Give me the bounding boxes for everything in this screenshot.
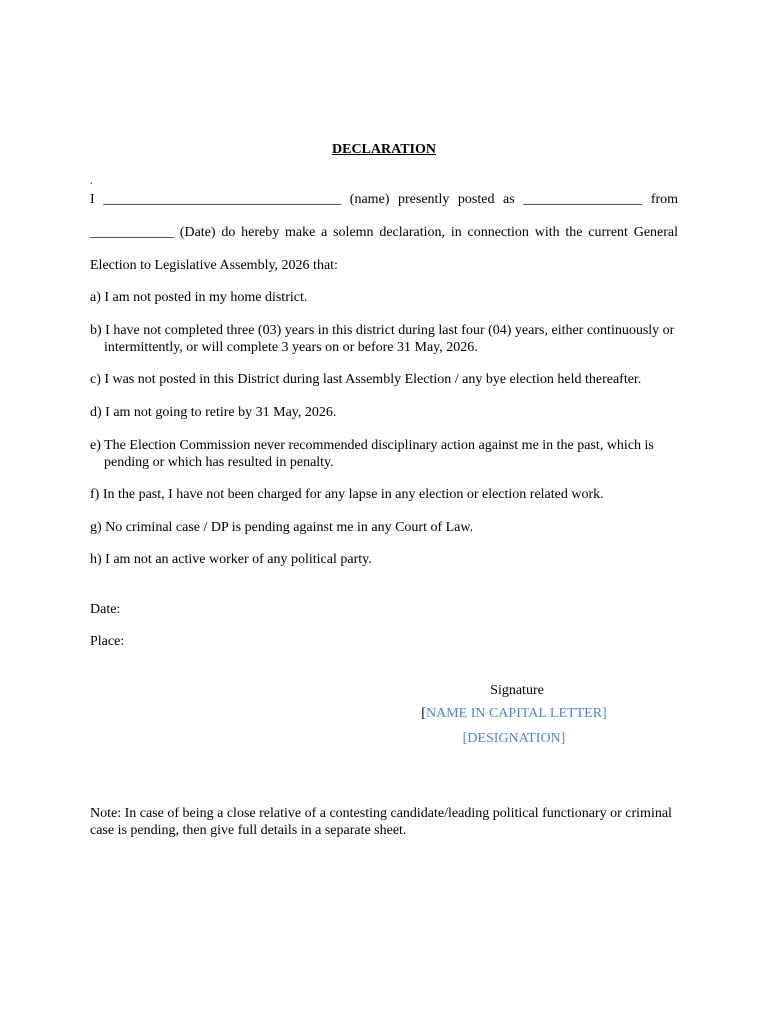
name-placeholder-text: NAME IN CAPITAL LETTER]: [425, 706, 607, 721]
declaration-item-e: [90, 437, 680, 471]
name-blank: __________________________________: [103, 192, 342, 207]
intro-line-2: [90, 224, 678, 241]
item-text: b) I have not completed three (03) years in this district during last four (04) years, either continuously or: [90, 323, 675, 338]
item-text: e) The Election Commission never recommended disciplinary action against me in the past, which is: [90, 438, 654, 453]
intro-line-1: [90, 191, 678, 208]
stray-mark: .: [90, 176, 93, 187]
intro-line-3: Election to Legislative Assembly, 2026 that:: [90, 258, 338, 273]
item-text: f) In the past, I have not been charged for any lapse in any election or election related work.: [90, 487, 604, 502]
intro-word-from: from: [650, 192, 679, 207]
note-line-2: case is pending, then give full details in a separate sheet.: [90, 823, 407, 838]
name-open-bracket: [: [421, 706, 426, 721]
place-label: Place:: [90, 634, 125, 649]
item-continuation: pending or which has resulted in penalty.: [104, 455, 334, 470]
declaration-item-a: [90, 289, 680, 306]
declaration-item-g: [90, 519, 680, 536]
item-text: d) I am not going to retire by 31 May, 2026.: [90, 405, 337, 420]
declaration-item-d: [90, 404, 680, 421]
intro-word-as: as: [503, 192, 515, 207]
designation-placeholder: [DESIGNATION]: [462, 731, 566, 746]
post-blank: _________________: [523, 192, 643, 207]
name-placeholder: [399, 706, 629, 722]
item-text: g) No criminal case / DP is pending against me in any Court of Law.: [90, 520, 474, 535]
name-label: (name): [349, 192, 390, 207]
item-text: a) I am not posted in my home district.: [90, 290, 308, 305]
intro-line-2-text: (Date) do hereby make a solemn declaration, in connection with the current General: [179, 225, 679, 240]
date-label: Date:: [90, 602, 121, 617]
declaration-item-c: [90, 371, 680, 388]
signature-label: Signature: [490, 683, 544, 698]
item-text: c) I was not posted in this District during last Assembly Election / any bye election held thereafter.: [90, 372, 642, 387]
declaration-item-h: [90, 551, 680, 568]
date-blank: ____________: [90, 225, 174, 240]
page-title: DECLARATION: [332, 142, 436, 157]
intro-word-presently: presently: [398, 192, 450, 207]
declaration-item-f: [90, 486, 680, 503]
note: [90, 805, 680, 839]
declaration-item-b: [90, 322, 680, 356]
intro-word-posted: posted: [457, 192, 495, 207]
item-text: h) I am not an active worker of any political party.: [90, 552, 372, 567]
item-continuation: intermittently, or will complete 3 years on or before 31 May, 2026.: [104, 340, 478, 355]
intro-pronoun: I: [90, 192, 95, 207]
note-line-1: Note: In case of being a close relative of a contesting candidate/leading political functionary or criminal: [90, 806, 672, 821]
